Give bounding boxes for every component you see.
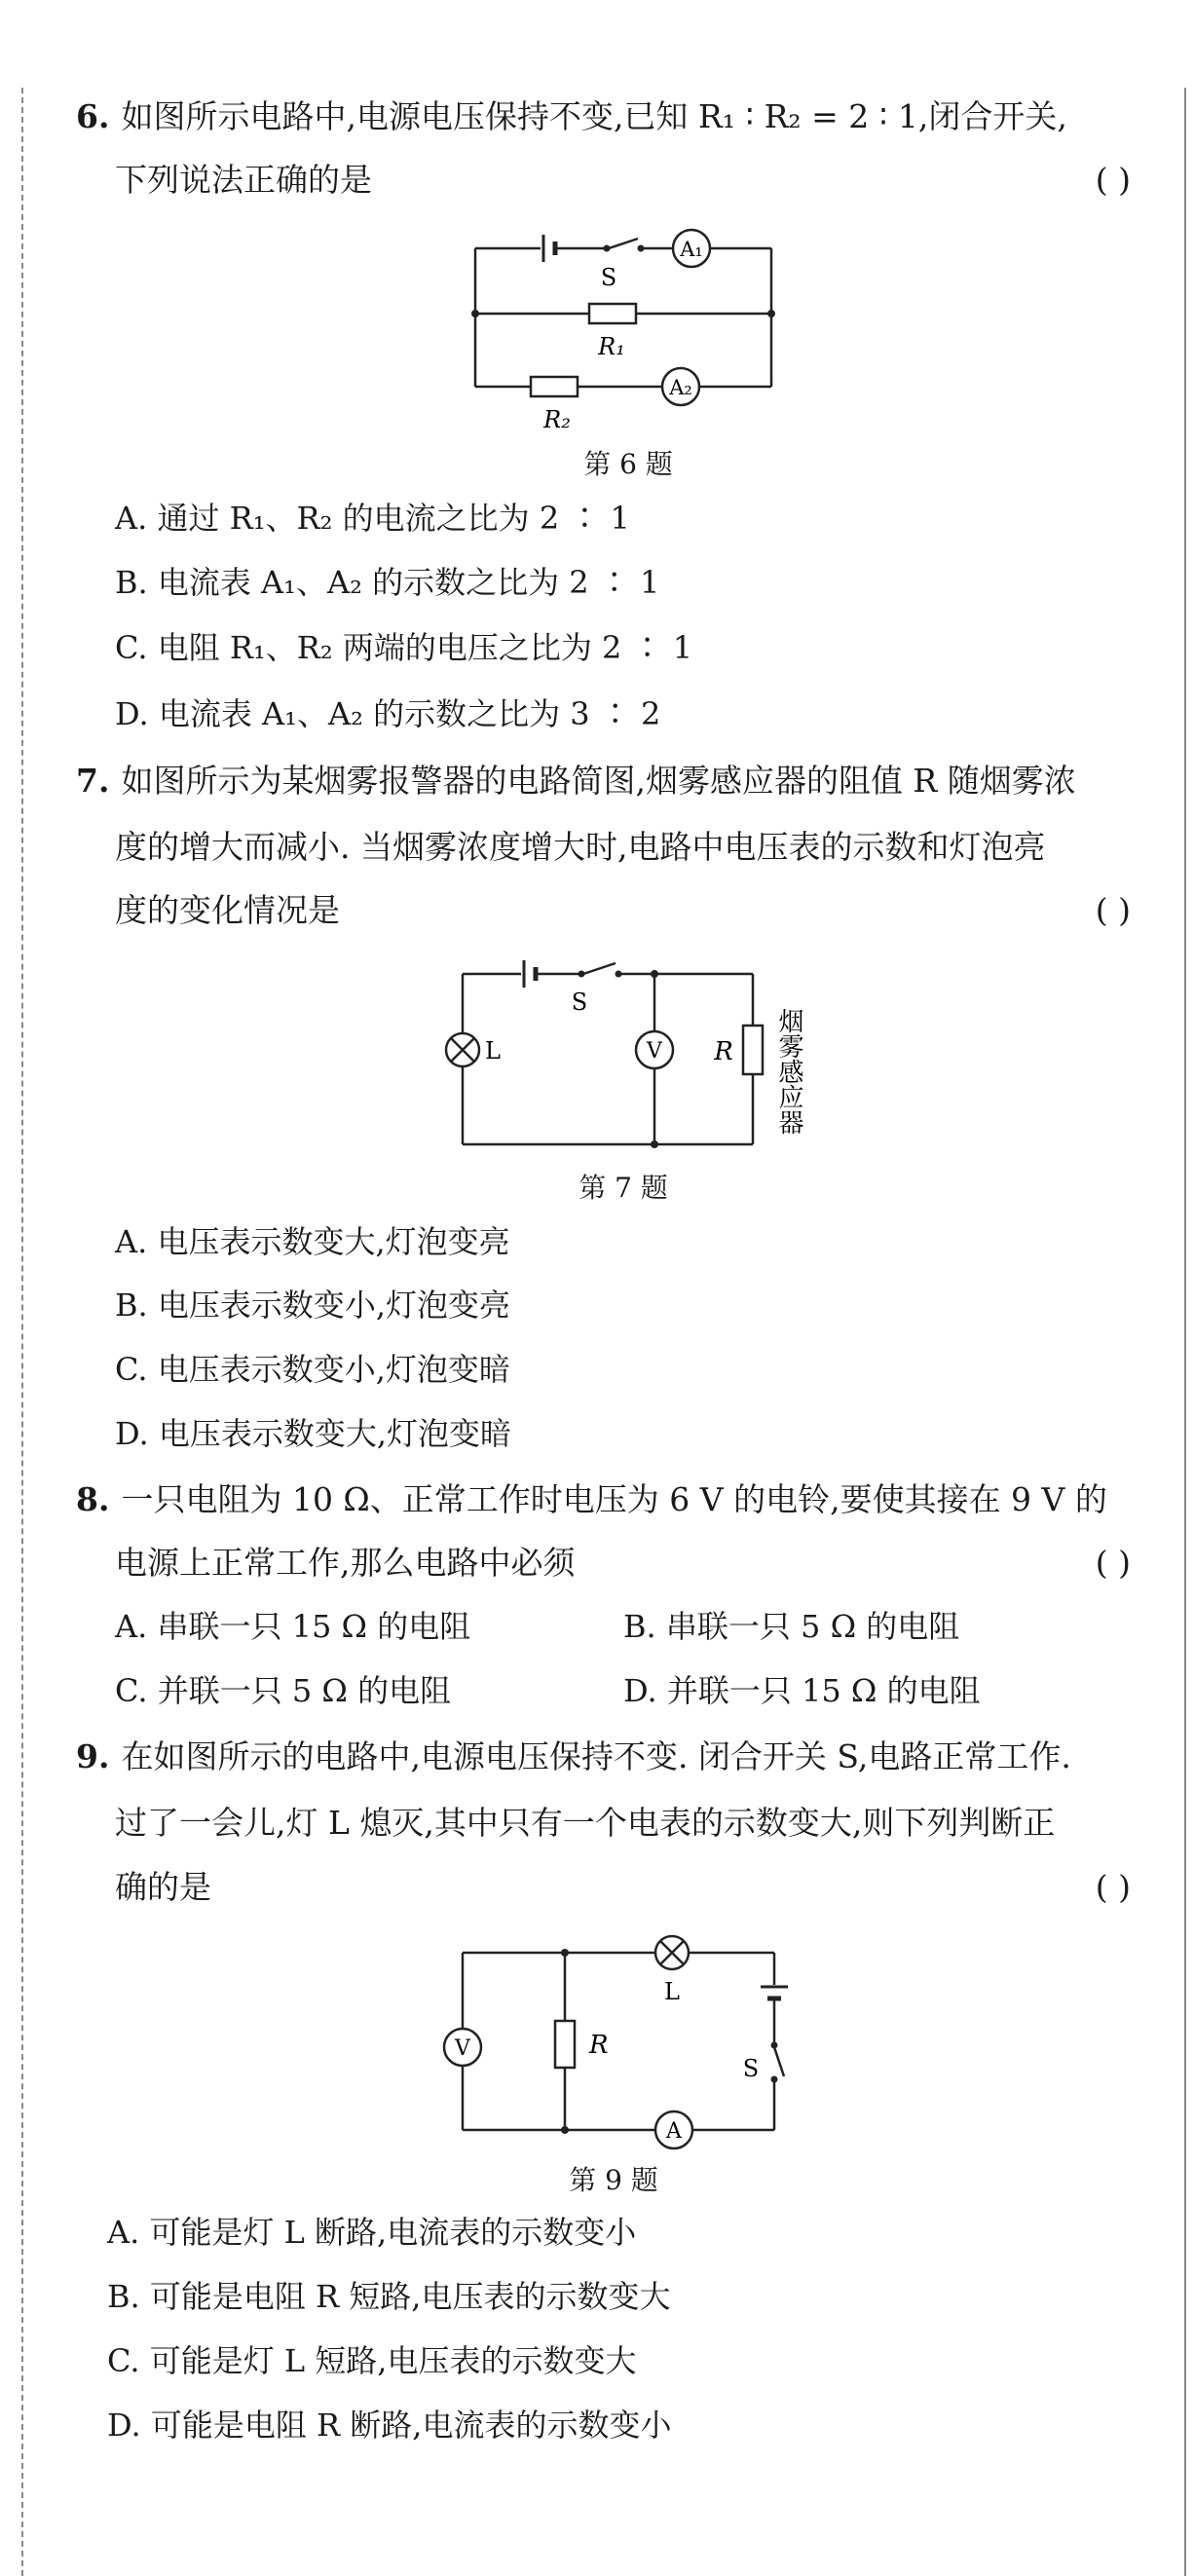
switch-s-label: S: [600, 264, 617, 291]
figure-7-caption: 第 7 题: [578, 1172, 668, 1204]
question-8-option-b[interactable]: B. 串联一只 5 Ω 的电阻: [623, 1608, 960, 1645]
question-7-line-2: 度的增大而减小. 当烟雾浓度增大时,电路中电压表的示数和灯泡亮: [115, 828, 1046, 866]
question-8-text-1: 一只电阻为 10 Ω、正常工作时电压为 6 V 的电铃,要使其接在 9 V 的: [121, 1480, 1107, 1518]
question-6-option-a[interactable]: A. 通过 R₁、R₂ 的电流之比为 2 ∶ 1: [115, 500, 630, 537]
question-7-answer-blank: ( ): [1095, 891, 1131, 929]
question-8-option-c[interactable]: C. 并联一只 5 Ω 的电阻: [115, 1672, 452, 1709]
resistor-r-q9: [555, 2021, 575, 2068]
question-6-line-1: [76, 97, 1067, 136]
question-7-line-1: [76, 762, 1076, 801]
question-8-number: 8.: [76, 1480, 110, 1518]
voltmeter-v-label-q7: V: [647, 1039, 662, 1064]
question-8-line-1: [76, 1480, 1107, 1519]
left-margin-line: [21, 88, 23, 2576]
question-6-line-2: 下列说法正确的是: [115, 161, 372, 199]
question-7-option-d[interactable]: D. 电压表示数变大,灯泡变暗: [115, 1415, 512, 1452]
question-8-answer-blank: ( ): [1095, 1544, 1131, 1582]
question-9-option-c[interactable]: C. 可能是灯 L 短路,电压表的示数变大: [107, 2342, 637, 2379]
question-9-number: 9.: [76, 1737, 110, 1775]
question-7-text-1: 如图所示为某烟雾报警器的电路简图,烟雾感应器的阻值 R 随烟雾浓: [121, 762, 1076, 800]
question-6-option-c[interactable]: C. 电阻 R₁、R₂ 两端的电压之比为 2 ∶ 1: [115, 629, 693, 666]
resistor-r2-label: R₂: [543, 406, 571, 433]
ammeter-a1-label: A₁: [680, 238, 703, 261]
question-8-option-d[interactable]: D. 并联一只 15 Ω 的电阻: [623, 1672, 981, 1709]
resistor-r1: [589, 304, 636, 323]
question-7-line-3: 度的变化情况是: [115, 891, 340, 929]
question-9-answer-blank: ( ): [1095, 1868, 1131, 1906]
resistor-r2: [531, 377, 578, 396]
right-margin-line: [1184, 88, 1186, 2576]
question-9-circuit-figure: [443, 1923, 794, 2147]
question-6-number: 6.: [76, 97, 110, 135]
question-8-option-a[interactable]: A. 串联一只 15 Ω 的电阻: [115, 1608, 471, 1645]
ammeter-a2-label: A₂: [669, 376, 692, 399]
switch-s-label-q9: S: [742, 2055, 760, 2082]
question-8-line-2: 电源上正常工作,那么电路中必须: [115, 1544, 576, 1582]
figure-6-caption: 第 6 题: [583, 448, 673, 480]
question-9-line-1: [76, 1737, 1071, 1776]
question-9-text-1: 在如图所示的电路中,电源电压保持不变. 闭合开关 S,电路正常工作.: [121, 1737, 1071, 1775]
question-6-option-b[interactable]: B. 电流表 A₁、A₂ 的示数之比为 2 ∶ 1: [115, 564, 660, 601]
lamp-l-label-q9: L: [664, 1978, 680, 2005]
question-9-line-3: 确的是: [115, 1868, 211, 1906]
voltmeter-v-label-q9: V: [455, 2036, 470, 2061]
sensor-resistor-r: [743, 1026, 763, 1074]
resistor-r-label-q7: R: [714, 1037, 733, 1066]
lamp-l-label-q7: L: [485, 1037, 501, 1064]
question-9-option-d[interactable]: D. 可能是电阻 R 断路,电流表的示数变小: [107, 2407, 672, 2444]
question-9-option-b[interactable]: B. 可能是电阻 R 短路,电压表的示数变大: [107, 2278, 671, 2315]
question-6-text-1: 如图所示电路中,电源电压保持不变,已知 R₁ ∶ R₂ = 2 ∶ 1,闭合开关,: [121, 97, 1067, 135]
sensor-label-q7: 烟雾感应器: [774, 1008, 803, 1135]
question-6-circuit-figure: [458, 219, 808, 443]
switch-s-label-q7: S: [571, 989, 588, 1016]
question-7-option-c[interactable]: C. 电压表示数变小,灯泡变暗: [115, 1351, 510, 1388]
question-7-circuit-figure: [429, 950, 838, 1169]
question-9-line-2: 过了一会儿,灯 L 熄灭,其中只有一个电表的示数变大,则下列判断正: [115, 1804, 1056, 1842]
question-6-option-d[interactable]: D. 电流表 A₁、A₂ 的示数之比为 3 ∶ 2: [115, 695, 661, 732]
figure-9-caption: 第 9 题: [569, 2164, 658, 2196]
question-6-answer-blank: ( ): [1095, 161, 1131, 199]
question-7-number: 7.: [76, 762, 110, 800]
resistor-r1-label: R₁: [598, 333, 625, 360]
question-9-option-a[interactable]: A. 可能是灯 L 断路,电流表的示数变小: [107, 2214, 637, 2251]
question-7-option-b[interactable]: B. 电压表示数变小,灯泡变亮: [115, 1287, 511, 1324]
question-7-option-a[interactable]: A. 电压表示数变大,灯泡变亮: [115, 1223, 510, 1260]
ammeter-a-label-q9: A: [666, 2119, 682, 2144]
resistor-r-label-q9: R: [589, 2031, 609, 2060]
